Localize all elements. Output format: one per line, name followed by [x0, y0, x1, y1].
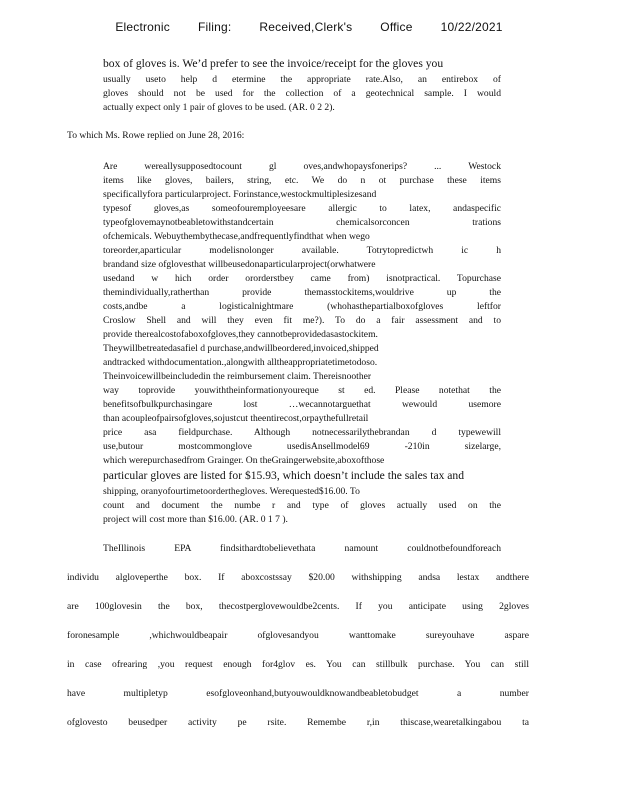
body-line: in case ofrearing ,you request enough for4glov es. You can stillbulk purchase. You can still: [67, 659, 529, 670]
header-office: Office: [380, 20, 413, 34]
block2-line: Are wereallysupposedtocount gl oves,andwhopaysfonerips? ... Westock: [103, 161, 501, 172]
block2-line: themindividually,ratherthan provide themasstockitems,wouldrive up the: [103, 287, 501, 298]
block2-line: project will cost more than $16.00. (AR. 0 1 7 ).: [103, 514, 288, 525]
header-received: Received,Clerk's: [259, 20, 353, 34]
filing-header: [0, 20, 618, 34]
block2-line: Theywillbetreatedasafiel d purchase,andwillbeordered,invoiced,shipped: [103, 343, 379, 354]
block2-line: specificallyfora particularproject. Forinstance,westockmultiplesizesand: [103, 189, 377, 200]
block2-line: costs,andbe a logisticalnightmare (whohasthepartialboxofgloves leftfor: [103, 301, 501, 312]
body-line: foronesample ,whichwouldbeapair ofglovesandyou wanttomake sureyouhave aspare: [67, 630, 529, 641]
block2-line: shipping, oranyofourtimetoorderthegloves. Werequested$16.00. To: [103, 486, 360, 497]
block2-line: toreorder,aparticular modelisnolonger available. Totrytopredictwh ic h: [103, 245, 501, 256]
body-line: individu algloveperthe box. If aboxcostssay $20.00 withshipping andsa lestax andthere: [67, 572, 529, 583]
body-line: are 100glovesin the box, thecostperglovewouldbe2cents. If you anticipate using 2gloves: [67, 601, 529, 612]
body-line: ofglovesto beusedper activity pe rsite. Remembe r,in thiscase,wearetalkingabou ta: [67, 717, 529, 728]
block1-line: box of gloves is. We’d prefer to see the invoice/receipt for the gloves you: [103, 57, 444, 70]
header-filing: Filing:: [198, 20, 232, 34]
block2-line: way toprovide youwiththeinformationyoureque st ed. Please notethat the: [103, 385, 501, 396]
body-line: have multipletyp esofgloveonhand,butyouwouldknowandbeabletobudget a number: [67, 688, 529, 699]
block2-line: usedand w hich order ororderstbey came from) isnotpractical. Topurchase: [103, 273, 501, 284]
body-line: TheIllinois EPA findsithardtobelievethata namount couldnotbefoundforeach: [103, 543, 501, 554]
block2-line: typesof gloves,as someofouremployeesare allergic to latex, andaspecific: [103, 203, 501, 214]
block2-line-large: particular gloves are listed for $15.93, which doesn’t include the sales tax and: [103, 469, 465, 482]
header-electronic: Electronic: [115, 20, 170, 34]
block2-line: brandand size ofglovesthat willbeusedonaparticularproject(orwhatwere: [103, 259, 376, 270]
block2-line: ofchemicals. Webuythembythecase,andfrequentlyfindthat when wego: [103, 231, 370, 242]
block2-line: typeofglovemaynotbeabletowithstandcertain chemicalsorconcen trations: [103, 217, 501, 228]
block1-line: usually useto help d etermine the appropriate rate.Also, an entirebox of: [103, 74, 501, 85]
block2-line: Croslow Shell and will they even fit me?). To do a fair assessment and to: [103, 315, 501, 326]
header-date: 10/22/2021: [440, 20, 503, 34]
block2-line: which werepurchasedfrom Grainger. On theGraingerwebsite,aboxofthose: [103, 455, 385, 466]
block2-line: benefitsofbulkpurchasingare lost …wecannotarguethat wewould usemore: [103, 399, 501, 410]
block2-line: items like gloves, bailers, string, etc. We do n ot purchase these items: [103, 175, 501, 186]
block2-line: price asa fieldpurchase. Although notnecessarilythebrandan d typewewill: [103, 427, 501, 438]
block2-line: andtracked withdocumentation.,alongwith alltheappropriatetimetodoso.: [103, 357, 378, 368]
block2-line: provide therealcostofaboxofgloves,they cannotbeprovidedasastockitem.: [103, 329, 378, 340]
block2-line: Theinvoicewillbeincludedin the reimbursement claim. Thereisnoother: [103, 371, 372, 382]
block1-line: gloves should not be used for the collection of a geotechnical sample. I would: [103, 88, 501, 99]
block2-line: than acoupleofpairsofgloves,sojustcut theentirecost,orpaythefullretail: [103, 413, 369, 424]
block2-line: use,butour mostcommonglove usedisAnsellmodel69 -210in sizelarge,: [103, 441, 501, 452]
block2-line: count and document the numbe r and type of gloves actually used on the: [103, 500, 501, 511]
block1-line: actually expect only 1 pair of gloves to be used. (AR. 0 2 2).: [103, 102, 335, 113]
intro-line: To which Ms. Rowe replied on June 28, 2016:: [67, 130, 245, 141]
